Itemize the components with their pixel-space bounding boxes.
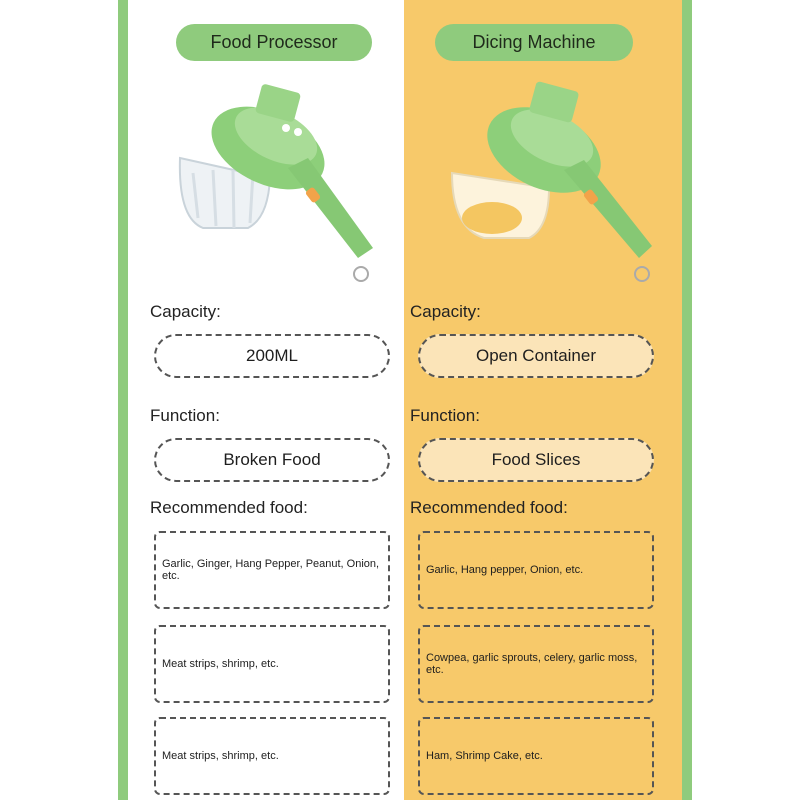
food-processor-product-image	[158, 78, 378, 298]
recommended-food-item: Cowpea, garlic sprouts, celery, garlic moss, etc.	[418, 625, 654, 703]
dicing-machine-product-image	[434, 78, 654, 298]
left-frame-border	[118, 0, 128, 800]
food-processor-title: Food Processor	[176, 24, 372, 61]
recommended-food-item: Meat strips, shrimp, etc.	[154, 625, 390, 703]
capacity-label: Capacity:	[410, 302, 481, 321]
function-value: Broken Food	[154, 438, 390, 482]
capacity-label: Capacity:	[150, 302, 221, 321]
recommended-food-item: Meat strips, shrimp, etc.	[154, 717, 390, 795]
right-frame-border	[682, 0, 692, 800]
recommended-food-label: Recommended food:	[410, 498, 568, 517]
dicing-machine-column	[404, 0, 682, 800]
capacity-value: Open Container	[418, 334, 654, 378]
function-label: Function:	[410, 406, 480, 425]
dicing-machine-title: Dicing Machine	[435, 24, 633, 61]
function-label: Function:	[150, 406, 220, 425]
capacity-value: 200ML	[154, 334, 390, 378]
function-value: Food Slices	[418, 438, 654, 482]
recommended-food-item: Garlic, Ginger, Hang Pepper, Peanut, Onion, etc.	[154, 531, 390, 609]
recommended-food-label: Recommended food:	[150, 498, 308, 517]
food-processor-column	[128, 0, 404, 800]
recommended-food-item: Garlic, Hang pepper, Onion, etc.	[418, 531, 654, 609]
recommended-food-item: Ham, Shrimp Cake, etc.	[418, 717, 654, 795]
